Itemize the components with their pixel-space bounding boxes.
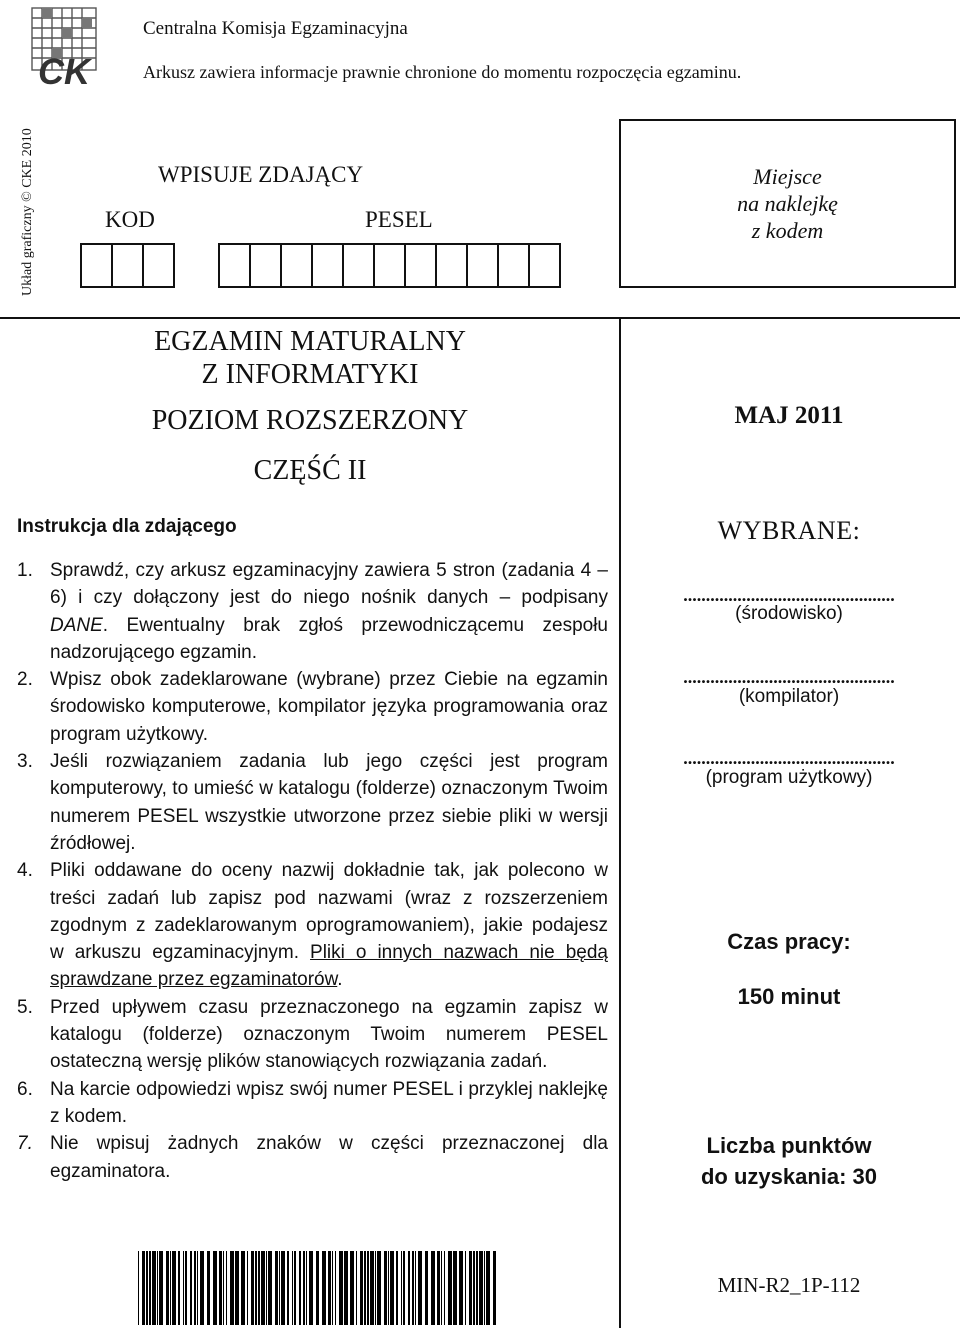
instruction-text-part: Nie wpisuj żadnych znaków w części przeznaczonej dla egzaminatora. (50, 1133, 608, 1182)
points-line: do uzyskania: 30 (700, 1164, 878, 1189)
time-value: 150 minut (737, 984, 841, 1009)
sticker-line: z kodem (751, 218, 824, 243)
instruction-text-part: Przed upływem czasu przeznaczonego na egzamin zapisz w katalogu (folderze) oznaczonym Twoim numerem PESEL ostateczną wersję plików stanowiących rozwiązania zadań. (50, 996, 608, 1073)
exam-date: MAJ 2011 (734, 402, 844, 429)
svg-text:CK: CK (38, 51, 90, 88)
pesel-label: PESEL (365, 207, 433, 232)
selected-heading: WYBRANE: (717, 516, 861, 545)
environment-caption: (środowisko) (735, 603, 843, 624)
environment-field[interactable]: ............................................... (683, 585, 895, 605)
sticker-placeholder-text (619, 163, 956, 244)
header-divider (0, 317, 960, 319)
instruction-number: 6. (17, 1078, 33, 1100)
kod-digit-cell[interactable] (111, 243, 144, 288)
exam-part: CZĘŚĆ II (253, 455, 367, 486)
organization-name: Centralna Komisja Egzaminacyjna (143, 18, 408, 39)
pesel-digit-cell[interactable] (528, 243, 561, 288)
time-label: Czas pracy: (727, 929, 851, 954)
candidate-fills-heading: WPISUJE ZDAJĄCY (158, 162, 364, 187)
instruction-text-part: . (337, 969, 343, 991)
instruction-text (50, 666, 608, 748)
exam-title-line: EGZAMIN MATURALNY (154, 326, 466, 357)
instruction-item (17, 857, 608, 993)
points-line: Liczba punktów (706, 1133, 872, 1158)
instruction-text (50, 557, 608, 666)
pesel-digit-cell[interactable] (435, 243, 468, 288)
pesel-digit-cell[interactable] (497, 243, 530, 288)
instruction-item (17, 666, 608, 748)
utility-program-field[interactable]: ............................................... (683, 748, 895, 768)
instruction-text-part: Wpisz obok zadeklarowane (wybrane) przez Ciebie na egzamin środowisko komputerowe, kompilator języka programowania oraz program użytkowy. (50, 669, 608, 745)
kod-digit-cell[interactable] (142, 243, 175, 288)
pesel-digit-cell[interactable] (249, 243, 282, 288)
instruction-number: 2. (17, 669, 33, 691)
pesel-input-cells[interactable] (218, 243, 559, 288)
instruction-text (50, 1076, 608, 1131)
instruction-text (50, 857, 608, 993)
instruction-text-part: DANE (50, 614, 103, 636)
pesel-digit-cell[interactable] (342, 243, 375, 288)
instruction-text (50, 994, 608, 1076)
pesel-digit-cell[interactable] (311, 243, 344, 288)
instruction-item (17, 1076, 608, 1131)
compiler-field[interactable]: ............................................... (683, 667, 895, 687)
exam-title (100, 325, 520, 391)
instruction-item (17, 994, 608, 1076)
exam-level: POZIOM ROZSZERZONY (151, 405, 469, 436)
instructions-list (17, 557, 608, 1185)
instruction-number: 1. (17, 560, 33, 581)
points-info (622, 1130, 956, 1192)
instruction-text-part: Pliki oddawane do oceny nazwij dokładnie tak, jak polecono w treści zadań lub zapisz pod nazwami (wraz z rozszerzeniem zgodnym z zadeklarowanym oprogramowaniem), jakie podajesz w arkuszu egzaminacyjnym. (50, 860, 608, 964)
instruction-item (17, 557, 608, 666)
utility-program-caption: (program użytkowy) (705, 767, 873, 788)
instruction-item (17, 748, 608, 857)
instruction-number: 7. (17, 1133, 33, 1155)
compiler-caption: (kompilator) (738, 686, 840, 707)
instruction-text (50, 748, 608, 857)
kod-label: KOD (105, 207, 155, 232)
instruction-number: 4. (17, 860, 33, 882)
instruction-number: 3. (17, 751, 33, 773)
confidentiality-notice: Arkusz zawiera informacje prawnie chronione do momentu rozpoczęcia egzaminu. (143, 62, 742, 82)
sticker-line: Miejsce (753, 164, 822, 189)
pesel-digit-cell[interactable] (404, 243, 437, 288)
sticker-line: na naklejkę (737, 191, 838, 216)
instruction-text-part: . Ewentualny brak zgłoś przewodniczącemu zespołu nadzorującego egzamin. (50, 614, 608, 663)
instruction-text-part: Pliki o innych nazwach nie będą sprawdzane przez egzaminatorów (50, 942, 608, 991)
pesel-digit-cell[interactable] (466, 243, 499, 288)
kod-input-cells[interactable] (80, 243, 173, 288)
instruction-item (17, 1130, 608, 1185)
instruction-number: 5. (17, 996, 33, 1018)
instruction-text-part: Sprawdź, czy arkusz egzaminacyjny zawiera 5 stron (zadania 4 – 6) i czy dołączony jest do niego nośnik danych – podpisany (50, 560, 608, 609)
instruction-text (50, 1130, 608, 1185)
instruction-text-part: Na karcie odpowiedzi wpisz swój numer PESEL i przyklej naklejkę z kodem. (50, 1078, 608, 1127)
sheet-code: MIN-R2_1P-112 (717, 1273, 861, 1297)
instructions-heading: Instrukcja dla zdającego (17, 516, 237, 537)
kod-digit-cell[interactable] (80, 243, 113, 288)
exam-title-line: Z INFORMATYKI (201, 359, 419, 390)
instruction-text-part: Jeśli rozwiązaniem zadania lub jego części jest program komputerowy, to umieść w katalogu (folderze) oznaczonym Twoim numerem PESEL wszystkie utworzone przez siebie pliki w wersji źródłowej. (50, 751, 608, 854)
barcode-icon (138, 1251, 498, 1325)
pesel-digit-cell[interactable] (280, 243, 313, 288)
pesel-digit-cell[interactable] (218, 243, 251, 288)
cke-logo-icon (30, 4, 122, 88)
column-divider (619, 317, 621, 1328)
pesel-digit-cell[interactable] (373, 243, 406, 288)
copyright-note: Układ graficzny © CKE 2010 (20, 128, 35, 296)
